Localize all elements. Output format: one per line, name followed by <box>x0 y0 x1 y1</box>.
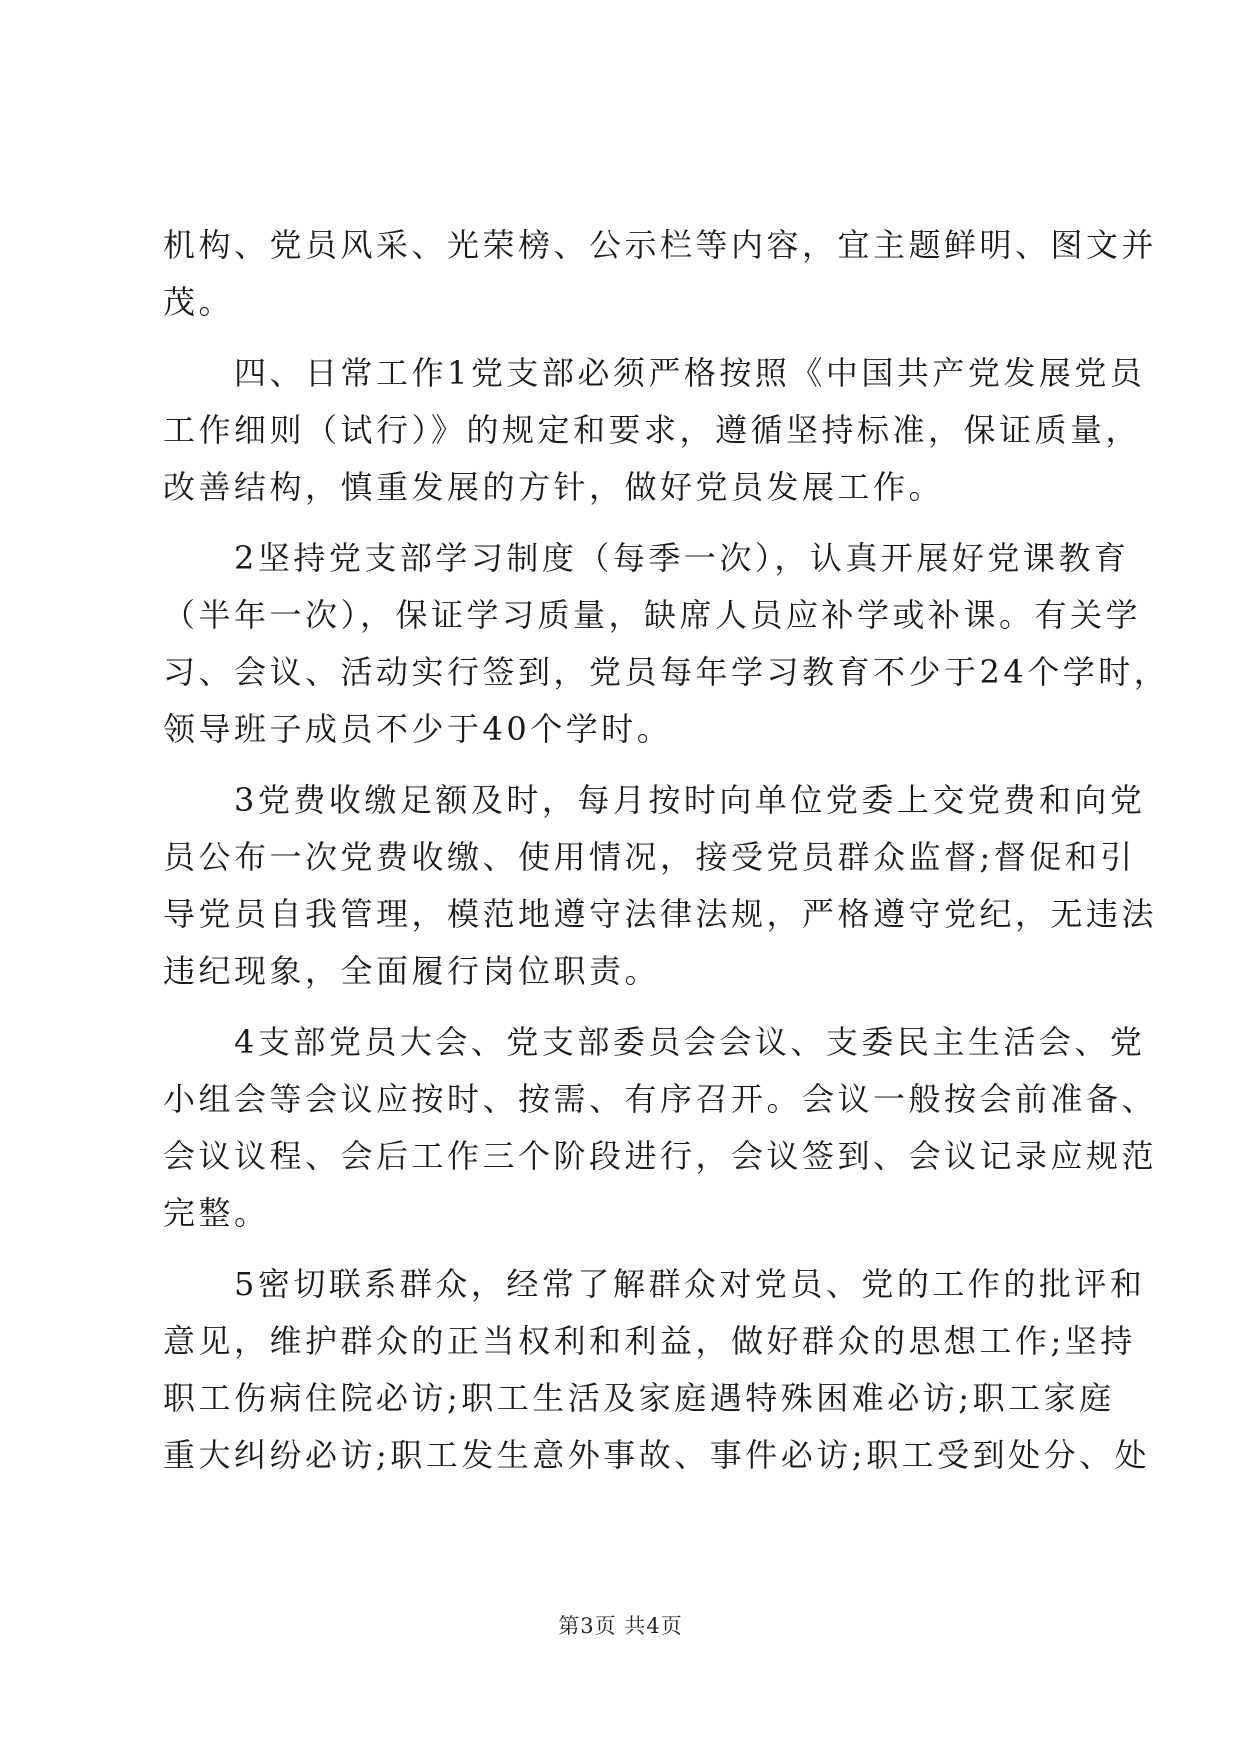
text-line: 习、会议、活动实行签到，党员每年学习教育不少于24个学时， <box>163 653 1170 691</box>
text-line: 工作细则（试行）》的规定和要求，遵循坚持标准，保证质量， <box>163 411 1142 449</box>
text-line: 领导班子成员不少于40个学时。 <box>163 710 673 748</box>
text-line: （半年一次），保证学习质量，缺席人员应补学或补课。有关学 <box>163 596 1142 634</box>
text-line: 职工伤病住院必访;职工生活及家庭遇特殊困难必访;职工家庭 <box>163 1379 1115 1417</box>
text-line: 四、日常工作1党支部必须严格按照《中国共产党发展党员 <box>163 354 1146 392</box>
text-line: 机构、党员风采、光荣榜、公示栏等内容，宜主题鲜明、图文并 <box>163 226 1158 264</box>
text-line: 2坚持党支部学习制度（每季一次），认真开展好党课教育 <box>163 539 1130 577</box>
text-line: 茂。 <box>163 283 235 321</box>
text-line: 员公布一次党费收缴、使用情况，接受党员群众监督;督促和引 <box>163 838 1136 876</box>
text-line: 小组会等会议应按时、按需、有序召开。会议一般按会前准备、 <box>163 1080 1158 1118</box>
page-footer: 第3页 共4页 <box>558 1614 683 1638</box>
text-line: 会议议程、会后工作三个阶段进行，会议签到、会议记录应规范 <box>163 1137 1158 1175</box>
text-line: 5密切联系群众，经常了解群众对党员、党的工作的批评和 <box>163 1265 1146 1303</box>
text-line: 4支部党员大会、党支部委员会会议、支委民主生活会、党 <box>163 1023 1146 1061</box>
text-line: 改善结构，慎重发展的方针，做好党员发展工作。 <box>163 468 945 506</box>
text-line: 3党费收缴足额及时，每月按时向单位党委上交党费和向党 <box>163 781 1146 819</box>
text-line: 导党员自我管理，模范地遵守法律法规，严格遵守党纪，无违法 <box>163 895 1158 933</box>
text-line: 意见，维护群众的正当权利和利益，做好群众的思想工作;坚持 <box>163 1322 1136 1360</box>
text-line: 违纪现象，全面履行岗位职责。 <box>163 952 661 990</box>
text-line: 完整。 <box>163 1194 270 1232</box>
text-line: 重大纠纷必访;职工发生意外事故、事件必访;职工受到处分、处 <box>163 1436 1151 1474</box>
